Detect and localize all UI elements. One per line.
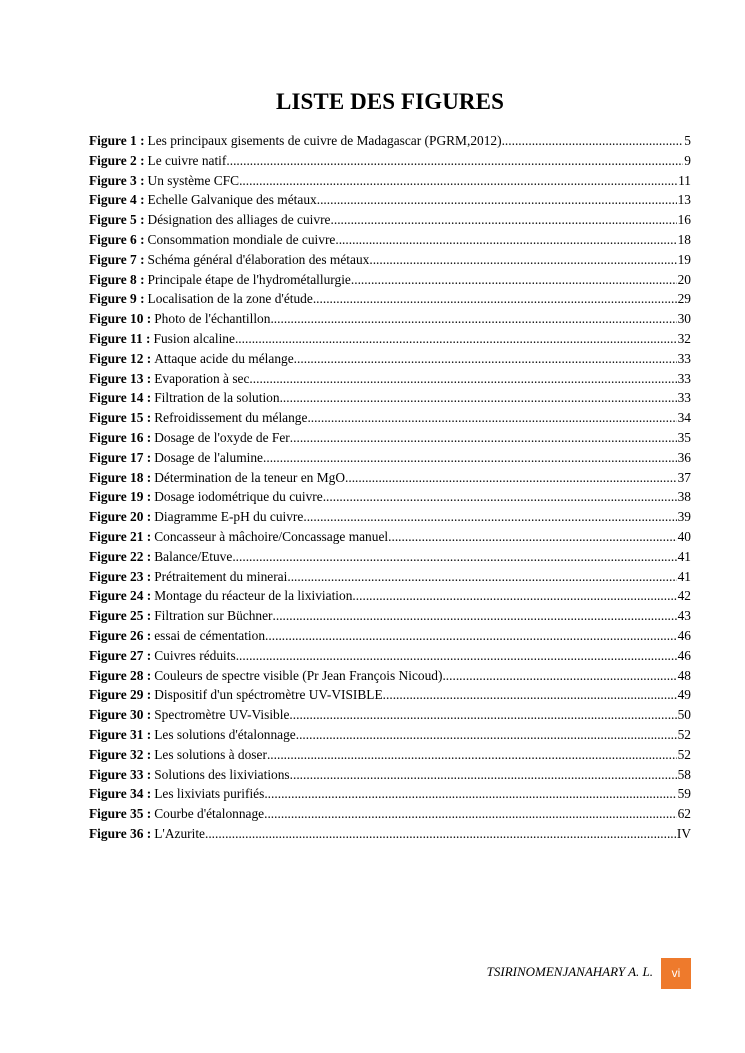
figure-label: Figure 28 : — [89, 667, 152, 683]
figure-label: Figure 16 : — [89, 429, 152, 445]
figure-entry — [89, 349, 691, 369]
dot-leader — [270, 309, 676, 329]
dot-leader — [317, 190, 677, 210]
figure-label: Figure 25 : — [89, 608, 152, 624]
figure-caption: Prétraitement du minerai — [154, 568, 288, 584]
figure-page-number: 9 — [684, 152, 691, 168]
dot-leader — [290, 428, 677, 448]
figure-entry — [89, 369, 691, 389]
figure-entry — [89, 685, 691, 705]
figure-entry — [89, 507, 691, 527]
dot-leader — [351, 270, 677, 290]
figure-label: Figure 12 : — [89, 350, 152, 366]
dot-leader — [331, 210, 677, 230]
figure-label: Figure 35 : — [89, 806, 152, 822]
figure-caption: Dispositif d'un spéctromètre UV-VISIBLE — [154, 687, 383, 703]
figure-page-number: 43 — [677, 608, 691, 624]
dot-leader — [267, 745, 677, 765]
figure-label: Figure 18 : — [89, 469, 152, 485]
figure-page-number: IV — [676, 825, 691, 841]
figure-page-number: 52 — [677, 746, 691, 762]
dot-leader — [313, 289, 677, 309]
figure-page-number: 46 — [677, 647, 691, 663]
figure-page-number: 46 — [677, 627, 691, 643]
figure-entry — [89, 606, 691, 626]
figure-page-number: 36 — [677, 449, 691, 465]
figure-page-number: 33 — [677, 390, 691, 406]
figure-caption: Fusion alcaline — [153, 330, 235, 346]
figure-entry — [89, 626, 691, 646]
figure-entry — [89, 270, 691, 290]
figure-label: Figure 23 : — [89, 568, 152, 584]
figure-entry — [89, 309, 691, 329]
figure-page-number: 35 — [677, 429, 691, 445]
figure-page-number: 13 — [677, 192, 691, 208]
figure-entry — [89, 131, 691, 151]
figure-caption: essai de cémentation — [154, 627, 266, 643]
dot-leader — [290, 765, 677, 785]
figure-page-number: 18 — [677, 231, 691, 247]
figure-entry — [89, 784, 691, 804]
figure-entry — [89, 190, 691, 210]
figure-caption: Photo de l'échantillon — [154, 311, 271, 327]
figure-caption: Refroidissement du mélange — [154, 410, 308, 426]
figure-caption: Les solutions à doser — [154, 746, 267, 762]
figure-entry — [89, 408, 691, 428]
dot-leader — [264, 784, 676, 804]
dot-leader — [226, 151, 683, 171]
figure-label: Figure 27 : — [89, 647, 152, 663]
figure-entry — [89, 388, 691, 408]
figure-page-number: 40 — [677, 528, 691, 544]
dot-leader — [232, 547, 676, 567]
dot-leader — [502, 131, 684, 151]
figure-label: Figure 26 : — [89, 627, 152, 643]
figure-entry — [89, 547, 691, 567]
dot-leader — [273, 606, 677, 626]
dot-leader — [296, 725, 677, 745]
figure-page-number: 33 — [677, 350, 691, 366]
figure-caption: Désignation des alliages de cuivre — [147, 212, 331, 228]
figure-page-number: 16 — [677, 212, 691, 228]
figure-label: Figure 24 : — [89, 588, 152, 604]
figure-caption: Un système CFC — [147, 172, 240, 188]
figure-label: Figure 9 : — [89, 291, 145, 307]
dot-leader — [335, 230, 676, 250]
dot-leader — [289, 705, 676, 725]
figure-label: Figure 19 : — [89, 489, 152, 505]
figure-caption: Couleurs de spectre visible (Pr Jean François Nicoud) — [154, 667, 443, 683]
figure-caption: Les lixiviats purifiés — [154, 786, 265, 802]
figure-label: Figure 10 : — [89, 311, 152, 327]
figure-caption: Filtration de la solution — [154, 390, 280, 406]
figure-entry — [89, 428, 691, 448]
figure-caption: Diagramme E-pH du cuivre — [154, 509, 304, 525]
figure-entry — [89, 250, 691, 270]
dot-leader — [303, 507, 676, 527]
figure-label: Figure 32 : — [89, 746, 152, 762]
figure-caption: Dosage de l'oxyde de Fer — [154, 429, 290, 445]
figure-label: Figure 11 : — [89, 330, 151, 346]
figure-caption: L'Azurite — [154, 825, 205, 841]
figure-entry — [89, 567, 691, 587]
dot-leader — [294, 349, 677, 369]
figure-entry — [89, 725, 691, 745]
figure-label: Figure 36 : — [89, 825, 152, 841]
figure-page-number: 20 — [677, 271, 691, 287]
dot-leader — [264, 804, 677, 824]
dot-leader — [442, 666, 676, 686]
figure-entry — [89, 151, 691, 171]
figure-label: Figure 30 : — [89, 707, 152, 723]
figure-label: Figure 29 : — [89, 687, 152, 703]
dot-leader — [249, 369, 676, 389]
figure-entry — [89, 487, 691, 507]
figure-caption: Evaporation à sec — [154, 370, 250, 386]
figure-page-number: 19 — [677, 251, 691, 267]
dot-leader — [323, 487, 677, 507]
figure-label: Figure 6 : — [89, 231, 145, 247]
dot-leader — [383, 685, 677, 705]
figure-entry — [89, 448, 691, 468]
figure-page-number: 38 — [677, 489, 691, 505]
dot-leader — [369, 250, 676, 270]
figure-page-number: 48 — [677, 667, 691, 683]
figure-label: Figure 31 : — [89, 726, 152, 742]
figure-page-number: 49 — [677, 687, 691, 703]
figure-entry — [89, 666, 691, 686]
figure-page-number: 52 — [677, 726, 691, 742]
figure-label: Figure 17 : — [89, 449, 152, 465]
dot-leader — [388, 527, 676, 547]
figure-entry — [89, 289, 691, 309]
figure-page-number: 58 — [677, 766, 691, 782]
dot-leader — [345, 468, 677, 488]
figure-label: Figure 2 : — [89, 152, 145, 168]
figure-label: Figure 3 : — [89, 172, 145, 188]
dot-leader — [280, 388, 677, 408]
figure-caption: Principale étape de l'hydrométallurgie — [147, 271, 351, 287]
figure-caption: Localisation de la zone d'étude — [147, 291, 313, 307]
figure-page-number: 33 — [677, 370, 691, 386]
dot-leader — [263, 448, 677, 468]
figure-caption: Dosage iodométrique du cuivre — [154, 489, 323, 505]
figure-label: Figure 22 : — [89, 548, 152, 564]
page-number-badge: vi — [661, 958, 691, 989]
figure-caption: Montage du réacteur de la lixiviation — [154, 588, 353, 604]
figure-page-number: 37 — [677, 469, 691, 485]
figure-page-number: 34 — [677, 410, 691, 426]
figure-page-number: 50 — [677, 707, 691, 723]
figure-caption: Filtration sur Büchner — [154, 608, 273, 624]
figure-label: Figure 21 : — [89, 528, 152, 544]
dot-leader — [265, 626, 677, 646]
figure-label: Figure 1 : — [89, 133, 145, 148]
figure-entry — [89, 745, 691, 765]
figure-label: Figure 15 : — [89, 410, 152, 426]
figure-entry — [89, 527, 691, 547]
figure-page-number: 30 — [677, 311, 691, 327]
figure-page-number: 11 — [678, 172, 691, 188]
figure-caption: Echelle Galvanique des métaux — [147, 192, 317, 208]
figure-label: Figure 14 : — [89, 390, 152, 406]
dot-leader — [239, 171, 677, 191]
figure-page-number: 29 — [677, 291, 691, 307]
figure-page-number: 32 — [677, 330, 691, 346]
figure-page-number: 5 — [684, 133, 691, 148]
dot-leader — [307, 408, 676, 428]
figure-page-number: 42 — [677, 588, 691, 604]
figure-page-number: 41 — [677, 568, 691, 584]
figure-entry — [89, 804, 691, 824]
figure-entry — [89, 705, 691, 725]
figure-label: Figure 20 : — [89, 509, 152, 525]
figure-entry — [89, 230, 691, 250]
figure-caption: Balance/Etuve — [154, 548, 233, 564]
figure-caption: Les solutions d'étalonnage — [154, 726, 296, 742]
figure-entry — [89, 586, 691, 606]
figure-caption: Attaque acide du mélange — [154, 350, 294, 366]
figure-entry — [89, 171, 691, 191]
figure-label: Figure 33 : — [89, 766, 152, 782]
figure-page-number: 41 — [677, 548, 691, 564]
figure-caption: Solutions des lixiviations — [154, 766, 290, 782]
figure-page-number: 39 — [677, 509, 691, 525]
figure-caption: Concasseur à mâchoire/Concassage manuel — [154, 528, 389, 544]
figure-entry — [89, 824, 691, 844]
figure-entry — [89, 468, 691, 488]
figure-page-number: 62 — [677, 806, 691, 822]
figure-entry — [89, 646, 691, 666]
figure-label: Figure 34 : — [89, 786, 152, 802]
page-title: LISTE DES FIGURES — [276, 89, 504, 114]
figure-entry — [89, 765, 691, 785]
dot-leader — [235, 329, 677, 349]
figure-caption: Dosage de l'alumine — [154, 449, 263, 465]
figure-entry — [89, 210, 691, 230]
figure-label: Figure 5 : — [89, 212, 145, 228]
figure-caption: Consommation mondiale de cuivre — [147, 231, 336, 247]
figure-list — [89, 131, 691, 844]
figure-label: Figure 4 : — [89, 192, 145, 208]
figure-caption: Détermination de la teneur en MgO — [154, 469, 345, 485]
figure-caption: Courbe d'étalonnage — [154, 806, 265, 822]
dot-leader — [352, 586, 676, 606]
figure-entry — [89, 329, 691, 349]
figure-caption: Le cuivre natif — [147, 152, 227, 168]
figure-label: Figure 7 : — [89, 251, 145, 267]
figure-label: Figure 13 : — [89, 370, 152, 386]
figure-caption: Schéma général d'élaboration des métaux — [147, 251, 370, 267]
footer-author: TSIRINOMENJANAHARY A. L. — [486, 964, 653, 979]
figure-page-number: 59 — [677, 786, 691, 802]
figure-caption: Cuivres réduits — [154, 647, 236, 663]
dot-leader — [287, 567, 676, 587]
dot-leader — [236, 646, 677, 666]
dot-leader — [205, 824, 676, 844]
figure-label: Figure 8 : — [89, 271, 145, 287]
figure-caption: Spectromètre UV-Visible — [154, 707, 290, 723]
figure-caption: Les principaux gisements de cuivre de Madagascar (PGRM,2012) — [147, 133, 502, 148]
